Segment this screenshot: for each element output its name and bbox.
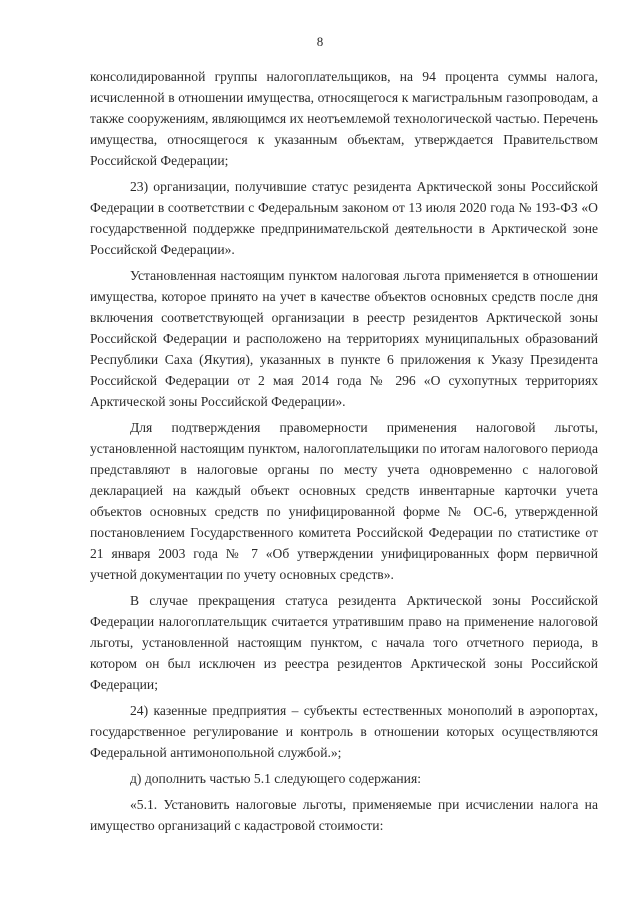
document-body	[90, 66, 598, 841]
paragraph: консолидированной группы налогоплательщиков, на 94 процента суммы налога, исчисленной в отношении имущества, относящегося к магистральным газопроводам, а также сооружениям, являющимся их неотъемлемой технологической частью. Перечень имущества, относящегося к указанным объектам, утверждается Правительством Российской Федерации;	[90, 69, 598, 168]
paragraph: д) дополнить частью 5.1 следующего содержания:	[130, 771, 421, 786]
paragraph: 23) организации, получившие статус резидента Арктической зоны Российской Федерации в соответствии с Федеральным законом от 13 июля 2020 года № 193-ФЗ «О государственной поддержке предпринимательской деятельности в Арктической зоне Российской Федерации».	[90, 179, 598, 257]
paragraph: В случае прекращения статуса резидента Арктической зоны Российской Федерации налогоплательщик считается утратившим право на применение налоговой льготы, установленной настоящим пунктом, с начала того отчетного периода, в котором он был исключен из реестра резидентов Арктической зоны Российской Федерации;	[90, 593, 598, 692]
paragraph: Установленная настоящим пунктом налоговая льгота применяется в отношении имущества, которое принято на учет в качестве объектов основных средств после дня включения соответствующей организации в реестр резидентов Арктической зоны Российской Федерации и расположено на территориях муниципальных образований Республики Саха (Якутия), указанных в пункте 6 приложения к Указу Президента Российской Федерации от 2 мая 2014 года № 296 «О сухопутных территориях Арктической зоны Российской Федерации».	[90, 268, 598, 409]
paragraph: Для подтверждения правомерности применения налоговой льготы, установленной настоящим пунктом, налогоплательщики по итогам налогового периода представляют в налоговые органы по месту учета одновременно с налоговой декларацией на каждый объект основных средств инвентарные карточки учета объектов основных средств по унифицированной форме № ОС-6, утвержденной постановлением Государственного комитета Российской Федерации по статистике от 21 января 2003 года № 7 «Об утверждении унифицированных форм первичной учетной документации по учету основных средств».	[90, 420, 598, 582]
paragraph: 24) казенные предприятия – субъекты естественных монополий в аэропортах, государственное регулирование и контроль в отношении которых осуществляются Федеральной антимонопольной службой.»;	[90, 703, 598, 760]
page-number: 8	[316, 34, 324, 49]
paragraph: «5.1. Установить налоговые льготы, применяемые при исчислении налога на имущество организаций с кадастровой стоимости:	[90, 797, 598, 833]
